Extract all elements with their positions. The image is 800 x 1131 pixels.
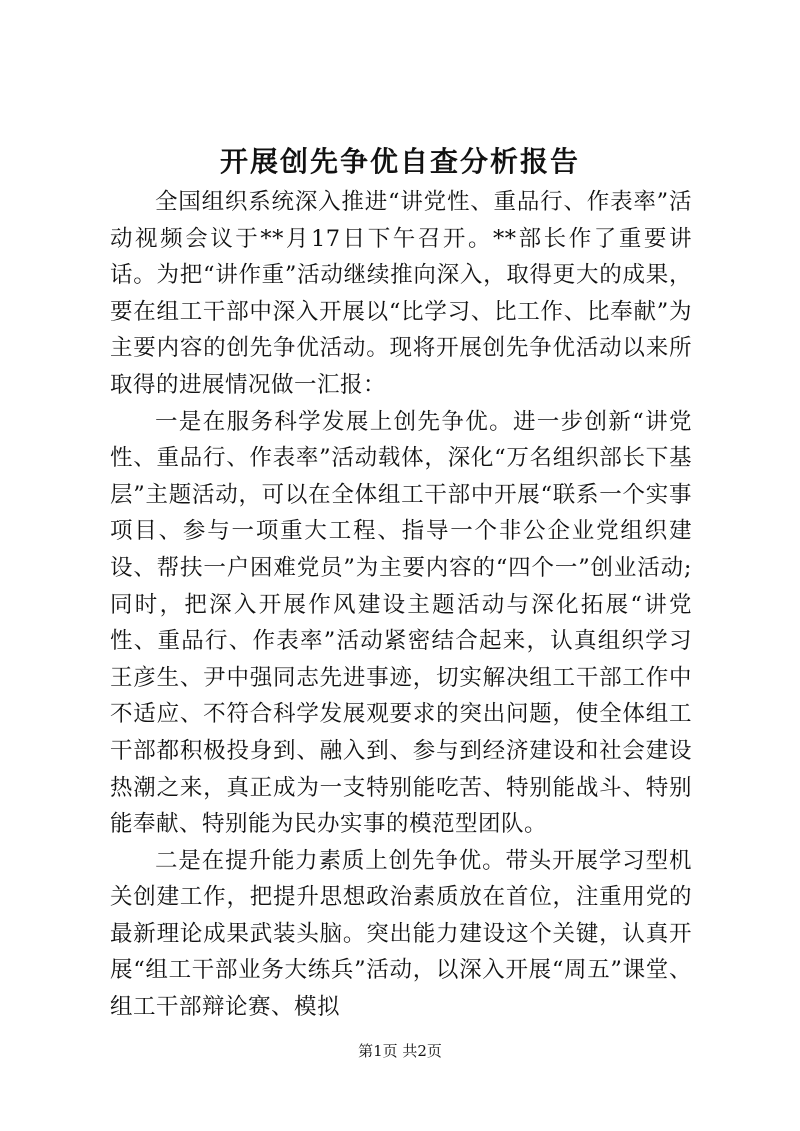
page-title: 开展创先争优自查分析报告 (219, 145, 580, 178)
page-footer: 第1页 共2页 (358, 1042, 442, 1060)
document-body (110, 184, 692, 1026)
paragraph-point-two: 二是在提升能力素质上创先争优。带头开展学习型机关创建工作，把提升思想政治素质放在首位，注重用党的最新理论成果武装头脑。突出能力建设这个关键，认真开展“组工干部业务大练兵”活动，以深入开展“周五”课堂、组工干部辩论赛、模拟 (110, 847, 692, 1021)
paragraph-point-one: 一是在服务科学发展上创先争优。进一步创新“讲党性、重品行、作表率”活动载体，深化“万名组织部长下基层”主题活动，可以在全体组工干部中开展“联系一个实事项目、参与一项重大工程、指导一个非公企业党组织建设、帮扶一户困难党员”为主要内容的“四个一”创业活动;同时，把深入开展作风建设主题活动与深化拓展“讲党性、重品行、作表率”活动紧密结合起来，认真组织学习王彦生、尹中强同志先进事迹，切实解决组工干部工作中不适应、不符合科学发展观要求的突出问题，使全体组工干部都积极投身到、融入到、参与到经济建设和社会建设热潮之来，真正成为一支特别能吃苦、特别能战斗、特别能奉献、特别能为民办实事的模范型团队。 (110, 408, 692, 838)
paragraph-intro: 全国组织系统深入推进“讲党性、重品行、作表率”活动视频会议于**月17日下午召开。**部长作了重要讲话。为把“讲作重”活动继续推向深入，取得更大的成果，要在组工干部中深入开展以“比学习、比工作、比奉献”为主要内容的创先争优活动。现将开展创先争优活动以来所取得的进展情况做一汇报： (110, 189, 692, 398)
